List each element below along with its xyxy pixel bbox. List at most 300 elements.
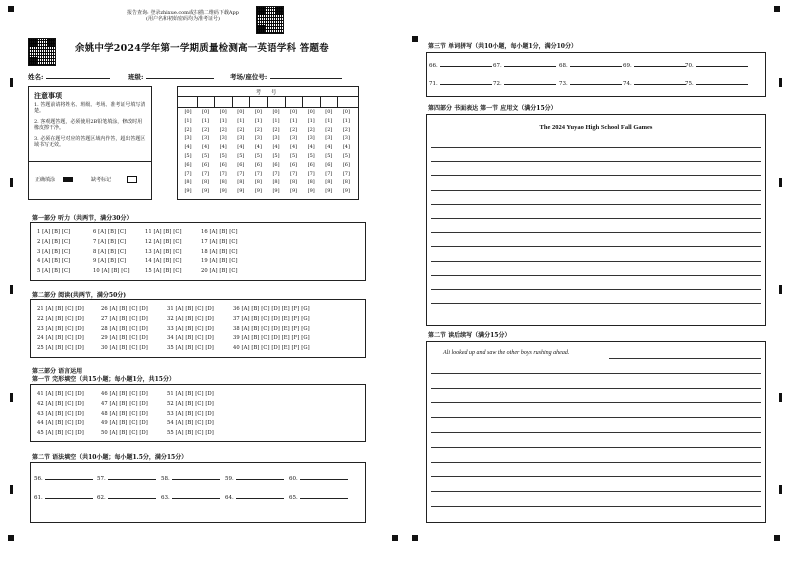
writing-line <box>431 447 761 448</box>
blank-number: 63. <box>161 495 170 501</box>
blank-number: 66. <box>429 63 438 69</box>
fill-blank[interactable] <box>289 476 348 482</box>
registration-mark-top-right <box>774 6 780 12</box>
fill-blank[interactable] <box>429 63 492 69</box>
exam-id-bubble[interactable]: [5] <box>325 152 333 159</box>
exam-id-bubble[interactable]: [3] <box>272 135 280 142</box>
answer-choice-row[interactable]: 9 [A] [B] [C] <box>93 258 127 265</box>
blank-line <box>108 498 156 499</box>
continuation-opening: Ali looked up and saw the other boys rushing ahead. <box>443 350 570 356</box>
notice-title: 注意事项 <box>34 91 62 100</box>
exam-id-bubble[interactable]: [9] <box>219 188 227 195</box>
answer-choice-row[interactable]: 53 [A] [B] [C] [D] <box>167 410 214 417</box>
exam-id-bubble[interactable]: [5] <box>290 152 298 159</box>
fill-blank[interactable] <box>225 495 284 501</box>
exam-id-bubble[interactable]: [6] <box>290 161 298 168</box>
exam-id-bubble[interactable]: [1] <box>237 117 245 124</box>
exam-id-bubble[interactable]: [1] <box>184 117 192 124</box>
seat-blank <box>270 78 342 79</box>
exam-id-bubble[interactable]: [6] <box>325 161 333 168</box>
exam-id-digit-column <box>339 108 353 196</box>
answer-choice-row[interactable]: 4 [A] [B] [C] <box>37 258 71 265</box>
exam-id-bubble[interactable]: [8] <box>307 179 315 186</box>
answer-choice-row[interactable]: 6 [A] [B] [C] <box>93 229 127 235</box>
exam-id-bubble[interactable]: [7] <box>272 170 280 177</box>
answer-choice-row[interactable]: 54 [A] [B] [C] [D] <box>167 420 214 427</box>
exam-id-bubble[interactable]: [0] <box>254 109 262 115</box>
blank-number: 73. <box>559 81 568 87</box>
answer-choice-row[interactable]: 52 [A] [B] [C] [D] <box>167 400 214 407</box>
exam-id-bubble[interactable]: [4] <box>325 144 333 151</box>
exam-id-bubble[interactable]: [3] <box>325 135 333 142</box>
timing-mark <box>10 78 13 87</box>
word-spelling-title: 第三节 单词拼写（共10小题，每小题1分，满分10分） <box>428 43 577 50</box>
answer-choice-row[interactable]: 41 [A] [B] [C] [D] <box>37 391 84 397</box>
answer-choice-row[interactable]: 7 [A] [B] [C] <box>93 238 127 245</box>
exam-id-bubble[interactable]: [8] <box>290 179 298 186</box>
timing-mark <box>10 393 13 402</box>
blank-number: 62. <box>97 495 106 501</box>
exam-id-bubble[interactable]: [1] <box>307 117 315 124</box>
answer-choice-row[interactable]: 21 [A] [B] [C] [D] <box>37 306 84 312</box>
blank-line <box>236 479 284 480</box>
blank-number: 59. <box>225 476 234 482</box>
blank-line <box>300 498 348 499</box>
exam-id-bubble[interactable]: [2] <box>325 126 333 133</box>
exam-id-bubble[interactable]: [2] <box>307 126 315 133</box>
exam-id-column-divider <box>337 96 338 107</box>
absent-mark-label: 缺考标记 <box>91 177 112 183</box>
answer-choice-row[interactable]: 49 [A] [B] [C] [D] <box>101 420 148 427</box>
exam-id-bubble[interactable]: [5] <box>272 152 280 159</box>
exam-id-bubble[interactable]: [4] <box>254 144 262 151</box>
exam-id-digit-column <box>199 108 213 196</box>
answer-choice-row[interactable]: 23 [A] [B] [C] [D] <box>37 325 84 332</box>
writing-line <box>431 261 761 262</box>
blank-line <box>634 84 686 85</box>
blank-number: 61. <box>34 495 43 501</box>
header-note-line-1: 报告查询: 登录zhixue.com或扫描二维码下载App <box>127 10 239 16</box>
exam-id-bubble[interactable]: [9] <box>202 188 210 195</box>
exam-id-bubble[interactable]: [8] <box>254 179 262 186</box>
answer-choice-row[interactable]: 31 [A] [B] [C] [D] <box>167 306 214 312</box>
exam-id-bubble[interactable]: [9] <box>184 188 192 195</box>
exam-id-bubble[interactable]: [8] <box>219 179 227 186</box>
exam-id-column-divider <box>249 96 250 107</box>
exam-id-bubble[interactable]: [5] <box>184 152 192 159</box>
name-label: 姓名: <box>28 73 44 81</box>
exam-id-bubble[interactable]: [4] <box>307 144 315 151</box>
notice-box <box>28 86 152 200</box>
answer-choice-row[interactable]: 5 [A] [B] [C] <box>37 268 71 275</box>
exam-id-bubble[interactable]: [7] <box>237 170 245 177</box>
exam-id-column-divider <box>320 96 321 107</box>
absent-mark-box[interactable] <box>127 176 137 183</box>
exam-id-bubble[interactable]: [4] <box>342 144 350 151</box>
exam-id-bubble[interactable]: [0] <box>307 109 315 115</box>
exam-id-bubble[interactable]: [3] <box>342 135 350 142</box>
answer-choice-row[interactable]: 50 [A] [B] [C] [D] <box>101 430 148 437</box>
registration-mark-bottom-mid-right <box>412 535 418 541</box>
writing-line <box>431 476 761 477</box>
fill-blank[interactable] <box>623 63 686 69</box>
writing-line <box>431 491 761 492</box>
registration-mark-bottom-mid-left <box>392 535 398 541</box>
timing-mark <box>779 393 782 402</box>
fill-blank[interactable] <box>685 63 748 69</box>
exam-id-digit-column <box>322 108 336 196</box>
writing-line <box>609 358 761 359</box>
exam-id-bubble[interactable]: [8] <box>272 179 280 186</box>
fill-blank[interactable] <box>161 495 220 501</box>
answer-choice-row[interactable]: 22 [A] [B] [C] [D] <box>37 315 84 322</box>
blank-number: 60. <box>289 476 298 482</box>
part1-title: 第一部分 听力（共两节，满分30分） <box>32 215 133 222</box>
writing-line <box>431 432 761 433</box>
exam-id-bubble[interactable]: [8] <box>325 179 333 186</box>
exam-id-bubble[interactable]: [8] <box>237 179 245 186</box>
answer-choice-row[interactable]: 36 [A] [B] [C] [D] [E] [F] [G] <box>233 306 310 312</box>
fill-blank[interactable] <box>685 81 748 87</box>
answer-choice-row[interactable]: 25 [A] [B] [C] [D] <box>37 345 84 352</box>
answer-choice-row[interactable]: 42 [A] [B] [C] [D] <box>37 400 84 407</box>
exam-id-bubble[interactable]: [8] <box>202 179 210 186</box>
answer-choice-row[interactable]: 34 [A] [B] [C] [D] <box>167 335 214 342</box>
correct-fill-sample <box>63 177 73 182</box>
exam-id-digit-column <box>269 108 283 196</box>
exam-id-bubble[interactable]: [7] <box>254 170 262 177</box>
writing-line <box>431 218 761 219</box>
answer-choice-row[interactable]: 43 [A] [B] [C] [D] <box>37 410 84 417</box>
blank-line <box>634 66 686 67</box>
exam-id-digit-column <box>181 108 195 196</box>
exam-id-bubble[interactable]: [3] <box>237 135 245 142</box>
answer-choice-row[interactable]: 32 [A] [B] [C] [D] <box>167 315 214 322</box>
answer-choice-row[interactable]: 8 [A] [B] [C] <box>93 248 127 255</box>
blank-line <box>236 498 284 499</box>
answer-choice-row[interactable]: 45 [A] [B] [C] [D] <box>37 430 84 437</box>
exam-id-bubble[interactable]: [5] <box>342 152 350 159</box>
answer-choice-row[interactable]: 14 [A] [B] [C] <box>145 258 182 265</box>
exam-id-bubble[interactable]: [6] <box>307 161 315 168</box>
blank-line <box>696 84 748 85</box>
exam-id-bubble[interactable]: [3] <box>184 135 192 142</box>
name-field[interactable] <box>28 72 110 81</box>
writing-line <box>431 161 761 162</box>
exam-id-bubble[interactable]: [2] <box>202 126 210 133</box>
exam-id-bubble[interactable]: [6] <box>202 161 210 168</box>
exam-id-bubble[interactable]: [6] <box>272 161 280 168</box>
writing-line <box>431 373 761 374</box>
writing-line <box>431 462 761 463</box>
answer-choice-row[interactable]: 15 [A] [B] [C] <box>145 268 182 275</box>
blank-line <box>300 479 348 480</box>
blank-line <box>570 66 622 67</box>
registration-mark-bottom-right <box>774 535 780 541</box>
exam-id-bubble[interactable]: [0] <box>342 109 350 115</box>
blank-number: 68. <box>559 63 568 69</box>
answer-choice-row[interactable]: 26 [A] [B] [C] [D] <box>101 306 148 312</box>
exam-id-bubble[interactable]: [0] <box>202 109 210 115</box>
answer-choice-row[interactable]: 30 [A] [B] [C] [D] <box>101 345 148 352</box>
fill-blank[interactable] <box>161 476 220 482</box>
exam-id-bubble[interactable]: [1] <box>325 117 333 124</box>
answer-choice-row[interactable]: 20 [A] [B] [C] <box>201 268 238 275</box>
essay-title: The 2024 Yuyao High School Fall Games <box>539 124 653 131</box>
exam-id-column-divider <box>197 96 198 107</box>
fill-blank[interactable] <box>559 63 622 69</box>
answer-choice-row[interactable]: 35 [A] [B] [C] [D] <box>167 345 214 352</box>
exam-id-bubble[interactable]: [1] <box>219 117 227 124</box>
exam-id-bubble[interactable]: [1] <box>272 117 280 124</box>
answer-choice-row[interactable]: 55 [A] [B] [C] [D] <box>167 430 214 437</box>
exam-id-bubble[interactable]: [9] <box>254 188 262 195</box>
exam-id-bubble[interactable]: [4] <box>237 144 245 151</box>
exam-id-bubble[interactable]: [2] <box>184 126 192 133</box>
exam-id-bubble[interactable]: [6] <box>342 161 350 168</box>
exam-id-bubble[interactable]: [3] <box>219 135 227 142</box>
part3-answer-box <box>30 384 366 442</box>
blank-number: 75. <box>685 81 694 87</box>
fill-blank[interactable] <box>34 476 93 482</box>
grammar-fill-box <box>30 462 366 523</box>
timing-mark <box>10 178 13 187</box>
fill-blank[interactable] <box>493 81 556 87</box>
blank-number: 72. <box>493 81 502 87</box>
registration-mark-top-left <box>8 6 14 12</box>
exam-id-digit-column <box>216 108 230 196</box>
exam-id-bubble[interactable]: [2] <box>290 126 298 133</box>
answer-choice-row[interactable]: 48 [A] [B] [C] [D] <box>101 410 148 417</box>
part3-title: 第三部分 语言运用 <box>32 368 83 375</box>
answer-choice-row[interactable]: 2 [A] [B] [C] <box>37 238 71 245</box>
grammar-fill-title: 第二节 语法填空（共10小题；每小题1.5分，满分15分） <box>32 454 188 461</box>
answer-choice-row[interactable]: 17 [A] [B] [C] <box>201 238 238 245</box>
exam-id-bubble[interactable]: [7] <box>219 170 227 177</box>
exam-id-bubble[interactable]: [9] <box>307 188 315 195</box>
answer-choice-row[interactable]: 19 [A] [B] [C] <box>201 258 238 265</box>
exam-id-bubble[interactable]: [3] <box>307 135 315 142</box>
exam-id-bubble[interactable]: [7] <box>202 170 210 177</box>
exam-id-digit-column <box>234 108 248 196</box>
exam-id-bubble[interactable]: [2] <box>237 126 245 133</box>
exam-id-bubble[interactable]: [1] <box>290 117 298 124</box>
exam-id-digit-column <box>287 108 301 196</box>
notice-divider <box>29 161 151 162</box>
exam-id-bubble[interactable]: [0] <box>325 109 333 115</box>
answer-choice-row[interactable]: 38 [A] [B] [C] [D] [E] [F] [G] <box>233 325 310 332</box>
exam-id-bubble[interactable]: [0] <box>237 109 245 115</box>
registration-mark-bottom-left <box>8 535 14 541</box>
exam-id-bubble[interactable]: [5] <box>307 152 315 159</box>
exam-id-bubble[interactable]: [7] <box>342 170 350 177</box>
fill-blank[interactable] <box>97 476 156 482</box>
notice-item-3: 3. 必须在题号对应的答题区域内作答，超出答题区域书写无效。 <box>34 136 146 148</box>
header-note-line-2: (用户名和初始密码均为准考证号) <box>146 16 220 22</box>
answer-choice-row[interactable]: 24 [A] [B] [C] [D] <box>37 335 84 342</box>
notice-item-1: 1. 答题前请将姓名、班级、考场、准考证号填写清楚。 <box>34 102 146 114</box>
registration-mark-top-mid-right <box>412 36 418 42</box>
exam-id-bubble[interactable]: [3] <box>254 135 262 142</box>
exam-id-bubble[interactable]: [4] <box>202 144 210 151</box>
answer-choice-row[interactable]: 44 [A] [B] [C] [D] <box>37 420 84 427</box>
blank-line <box>108 479 156 480</box>
answer-choice-row[interactable]: 10 [A] [B] [C] <box>93 268 130 275</box>
writing-line <box>431 147 761 148</box>
exam-id-bubble[interactable]: [1] <box>254 117 262 124</box>
exam-id-bubble[interactable]: [8] <box>342 179 350 186</box>
fill-blank[interactable] <box>97 495 156 501</box>
answer-choice-row[interactable]: 28 [A] [B] [C] [D] <box>101 325 148 332</box>
answer-choice-row[interactable]: 37 [A] [B] [C] [D] [E] [F] [G] <box>233 315 310 322</box>
exam-id-bubble[interactable]: [0] <box>290 109 298 115</box>
exam-id-bubble[interactable]: [4] <box>184 144 192 151</box>
blank-line <box>45 498 93 499</box>
answer-choice-row[interactable]: 1 [A] [B] [C] <box>37 229 71 235</box>
blank-line <box>440 66 492 67</box>
exam-id-bubble[interactable]: [6] <box>184 161 192 168</box>
writing-line <box>431 175 761 176</box>
header-note <box>113 10 253 22</box>
exam-id-bubble[interactable]: [4] <box>290 144 298 151</box>
exam-id-bubble[interactable]: [5] <box>237 152 245 159</box>
exam-id-bubble[interactable]: [2] <box>219 126 227 133</box>
timing-mark <box>779 485 782 494</box>
exam-id-bubble[interactable]: [4] <box>219 144 227 151</box>
page-title: 余姚中学2024学年第一学期质量检测高一英语学科 答题卷 <box>75 43 329 54</box>
timing-mark <box>10 285 13 294</box>
answer-choice-row[interactable]: 33 [A] [B] [C] [D] <box>167 325 214 332</box>
correct-fill-label: 正确填涂 <box>35 177 56 183</box>
part2-answer-box <box>30 299 366 358</box>
timing-mark <box>779 285 782 294</box>
writing-line <box>431 275 761 276</box>
part3-sec1-title: 第一节 完形填空（共15小题；每小题1分，共15分） <box>32 376 175 383</box>
blank-line <box>504 84 556 85</box>
exam-id-bubble[interactable]: [7] <box>184 170 192 177</box>
exam-id-bubble[interactable]: [9] <box>342 188 350 195</box>
writing-line <box>431 417 761 418</box>
exam-id-grid <box>177 86 359 200</box>
exam-id-column-divider <box>285 96 286 107</box>
blank-number: 58. <box>161 476 170 482</box>
fill-blank[interactable] <box>289 495 348 501</box>
exam-id-bubble[interactable]: [6] <box>219 161 227 168</box>
exam-id-bubble[interactable]: [7] <box>290 170 298 177</box>
exam-id-bubble[interactable]: [4] <box>272 144 280 151</box>
answer-choice-row[interactable]: 29 [A] [B] [C] [D] <box>101 335 148 342</box>
blank-number: 57. <box>97 476 106 482</box>
answer-choice-row[interactable]: 18 [A] [B] [C] <box>201 248 238 255</box>
writing-line <box>431 246 761 247</box>
exam-id-bubble[interactable]: [3] <box>290 135 298 142</box>
continuation-writing-box[interactable] <box>426 341 766 523</box>
blank-number: 69. <box>623 63 632 69</box>
continuation-writing-title: 第二节 读后续写（满分15分） <box>428 332 511 339</box>
blank-number: 56. <box>34 476 43 482</box>
fill-blank[interactable] <box>623 81 686 87</box>
seat-label: 考场/座位号: <box>230 73 268 81</box>
exam-id-bubble[interactable]: [0] <box>184 109 192 115</box>
qr-code-icon <box>28 38 56 66</box>
fill-blank[interactable] <box>559 81 622 87</box>
exam-id-column-divider <box>267 96 268 107</box>
exam-id-bubble[interactable]: [9] <box>237 188 245 195</box>
exam-id-bubble[interactable]: [6] <box>237 161 245 168</box>
answer-choice-row[interactable]: 16 [A] [B] [C] <box>201 229 238 235</box>
exam-id-bubble[interactable]: [3] <box>202 135 210 142</box>
answer-choice-row[interactable]: 47 [A] [B] [C] [D] <box>101 400 148 407</box>
exam-id-bubble[interactable]: [2] <box>342 126 350 133</box>
exam-id-bubble[interactable]: [1] <box>342 117 350 124</box>
timing-mark <box>779 178 782 187</box>
practical-writing-box[interactable] <box>426 114 766 326</box>
exam-id-bubble[interactable]: [0] <box>272 109 280 115</box>
exam-id-bubble[interactable]: [9] <box>325 188 333 195</box>
answer-choice-row[interactable]: 11 [A] [B] [C] <box>145 229 182 235</box>
blank-number: 74. <box>623 81 632 87</box>
fill-blank[interactable] <box>493 63 556 69</box>
fill-blank[interactable] <box>34 495 93 501</box>
timing-mark <box>10 485 13 494</box>
blank-number: 71. <box>429 81 438 87</box>
writing-line <box>431 402 761 403</box>
exam-id-bubble[interactable]: [5] <box>254 152 262 159</box>
exam-id-bubble[interactable]: [2] <box>254 126 262 133</box>
exam-id-bubble[interactable]: [8] <box>184 179 192 186</box>
exam-id-bubble[interactable]: [5] <box>202 152 210 159</box>
blank-line <box>172 479 220 480</box>
writing-line <box>431 388 761 389</box>
exam-id-bubble[interactable]: [5] <box>219 152 227 159</box>
seat-field[interactable] <box>230 72 342 81</box>
answer-choice-row[interactable]: 27 [A] [B] [C] [D] <box>101 315 148 322</box>
exam-id-bubble[interactable]: [9] <box>290 188 298 195</box>
answer-choice-row[interactable]: 51 [A] [B] [C] [D] <box>167 391 214 397</box>
answer-choice-row[interactable]: 46 [A] [B] [C] [D] <box>101 391 148 397</box>
blank-line <box>440 84 492 85</box>
answer-choice-row[interactable]: 39 [A] [B] [C] [D] [E] [F] [G] <box>233 335 310 342</box>
exam-id-column-divider <box>214 96 215 107</box>
writing-line <box>431 204 761 205</box>
answer-choice-row[interactable]: 3 [A] [B] [C] <box>37 248 71 255</box>
writing-line <box>431 303 761 304</box>
blank-line <box>504 66 556 67</box>
blank-line <box>172 498 220 499</box>
exam-id-label: 考 号 <box>255 90 281 96</box>
word-spelling-box <box>426 52 766 97</box>
fill-blank[interactable] <box>225 476 284 482</box>
exam-id-bubble[interactable]: [0] <box>219 109 227 115</box>
class-field[interactable] <box>128 72 214 81</box>
writing-line <box>431 232 761 233</box>
exam-id-bubble[interactable]: [7] <box>307 170 315 177</box>
exam-id-bubble[interactable]: [9] <box>272 188 280 195</box>
exam-id-bubble[interactable]: [2] <box>272 126 280 133</box>
exam-id-bubble[interactable]: [1] <box>202 117 210 124</box>
exam-id-bubble[interactable]: [6] <box>254 161 262 168</box>
writing-line <box>431 190 761 191</box>
writing-line <box>431 289 761 290</box>
blank-number: 64. <box>225 495 234 501</box>
exam-id-bubble[interactable]: [7] <box>325 170 333 177</box>
answer-choice-row[interactable]: 12 [A] [B] [C] <box>145 238 182 245</box>
fill-blank[interactable] <box>429 81 492 87</box>
answer-choice-row[interactable]: 13 [A] [B] [C] <box>145 248 182 255</box>
answer-choice-row[interactable]: 40 [A] [B] [C] [D] [E] [F] [G] <box>233 345 310 352</box>
part1-answer-box <box>30 222 366 281</box>
blank-line <box>570 84 622 85</box>
